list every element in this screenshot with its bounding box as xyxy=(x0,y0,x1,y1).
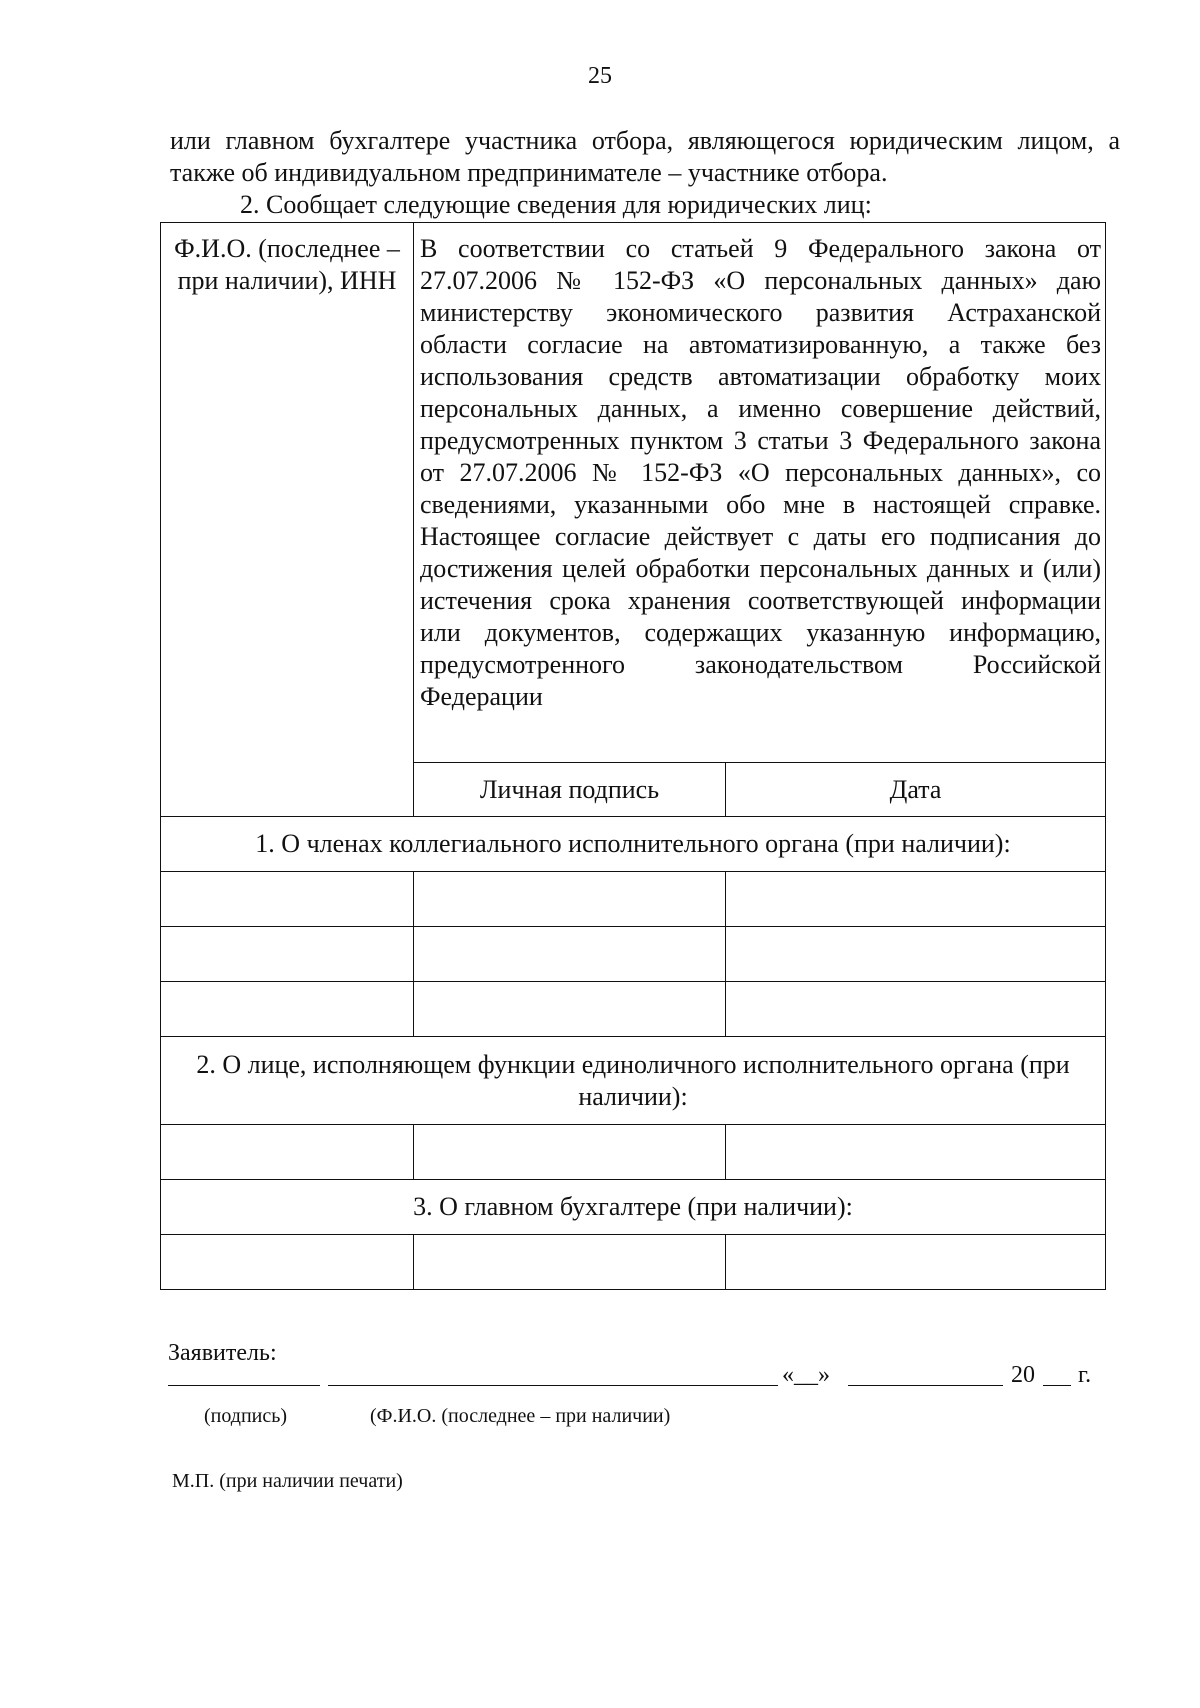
empty-cell[interactable] xyxy=(726,1235,1106,1290)
signature-header: Личная подпись xyxy=(414,762,726,817)
legal-entity-info-table xyxy=(160,222,1106,1290)
date-quote: «__» xyxy=(782,1362,830,1388)
stamp-note: М.П. (при наличии печати) xyxy=(172,1470,403,1492)
empty-cell[interactable] xyxy=(414,1125,726,1180)
empty-cell[interactable] xyxy=(414,872,726,927)
date-header: Дата xyxy=(726,762,1106,817)
fio-header-cell xyxy=(161,223,414,817)
empty-cell[interactable] xyxy=(726,927,1106,982)
consent-row xyxy=(161,223,1106,763)
empty-cell[interactable] xyxy=(726,872,1106,927)
empty-cell[interactable] xyxy=(161,1125,414,1180)
page-number: 25 xyxy=(588,63,612,89)
empty-cell[interactable] xyxy=(414,982,726,1037)
applicant-label: Заявитель: xyxy=(168,1340,277,1366)
intro-heading: 2. Сообщает следующие сведения для юридических лиц: xyxy=(240,190,872,219)
intro-paragraph: или главном бухгалтере участника отбора, являющегося юридическим лицом, а также об индивидуальном предпринимателе – участнике отбора. xyxy=(170,126,1120,187)
fio-caption: (Ф.И.О. (последнее – при наличии) xyxy=(370,1405,671,1427)
section-3-row xyxy=(161,1180,1106,1235)
section-2-title: 2. О лице, исполняющем функции единоличного исполнительного органа (при наличии): xyxy=(161,1037,1106,1125)
section-1-title: 1. О членах коллегиального исполнительного органа (при наличии): xyxy=(161,817,1106,872)
empty-cell[interactable] xyxy=(414,927,726,982)
section-1-row xyxy=(161,817,1106,872)
empty-cell[interactable] xyxy=(726,982,1106,1037)
month-line[interactable] xyxy=(848,1385,1003,1386)
empty-cell[interactable] xyxy=(161,872,414,927)
year-prefix: 20 xyxy=(1011,1362,1035,1388)
signature-caption: (подпись) xyxy=(204,1405,288,1427)
consent-cell xyxy=(414,223,1106,763)
empty-row xyxy=(161,927,1106,982)
empty-cell[interactable] xyxy=(161,982,414,1037)
empty-cell[interactable] xyxy=(726,1125,1106,1180)
section-3-title: 3. О главном бухгалтере (при наличии): xyxy=(161,1180,1106,1235)
empty-row xyxy=(161,1125,1106,1180)
empty-row xyxy=(161,982,1106,1037)
empty-row xyxy=(161,1235,1106,1290)
fio-line[interactable] xyxy=(328,1385,778,1386)
signature-line[interactable] xyxy=(168,1385,320,1386)
section-2-row xyxy=(161,1037,1106,1125)
intro-text xyxy=(170,125,1120,221)
fio-header: Ф.И.О. (последнее – при наличии), ИНН xyxy=(174,234,400,295)
empty-row xyxy=(161,872,1106,927)
empty-cell[interactable] xyxy=(161,1235,414,1290)
empty-cell[interactable] xyxy=(161,927,414,982)
consent-text: В соответствии со статьей 9 Федерального закона от 27.07.2006 № 152-ФЗ «О персональных данных» даю министерству экономического развития Астраханской области согласие на автоматизированную, а также без использования средств автоматизации обработку моих персональных данных, а именно совершение действий, предусмотренных пунктом 3 статьи 3 Федерального закона от 27.07.2006 № 152-ФЗ «О персональных данных», со сведениями, указанными обо мне в настоящей справке. Настоящее согласие действует с даты его подписания до достижения целей обработки персональных данных и (или) истечения срока хранения соответствующей информации или документов, содержащих указанную информацию, предусмотренного законодательством Российской Федерации xyxy=(420,234,1101,711)
year-suffix: г. xyxy=(1078,1362,1092,1388)
empty-cell[interactable] xyxy=(414,1235,726,1290)
year-line[interactable] xyxy=(1043,1385,1071,1386)
